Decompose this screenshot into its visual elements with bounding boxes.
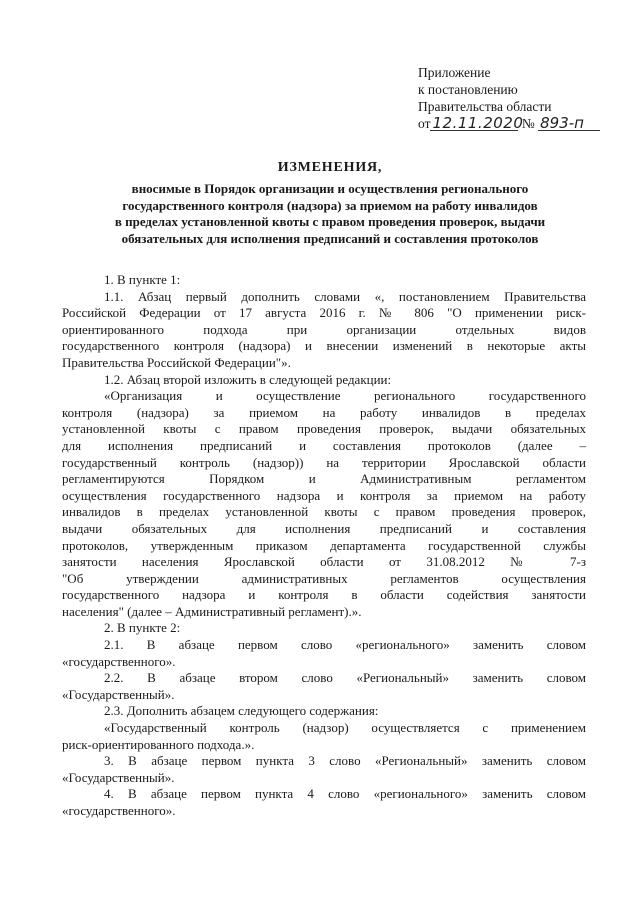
- paragraph-line: 2. В пункте 2:: [104, 620, 181, 636]
- paragraph: [62, 272, 586, 289]
- paragraph-line: 1.2. Абзац второй изложить в следующей редакции:: [104, 371, 392, 387]
- paragraph-line: 2.1. В абзаце первом слово «регионального» заменить словом: [104, 637, 586, 653]
- appendix-date-line: [418, 115, 618, 132]
- paragraph-line: занятости населения Ярославской области от 31.08.2012 № 7-з: [62, 554, 586, 570]
- document-body: [62, 272, 586, 820]
- paragraph-line: «Государственный контроль (надзор) осуществляется с применением: [104, 720, 586, 736]
- paragraph-line: Правительства Российской Федерации"».: [62, 354, 291, 370]
- appendix-line-2: к постановлению: [418, 82, 518, 97]
- paragraph-line: протоколов, утвержденным приказом департамента государственной службы: [62, 537, 586, 553]
- document-subtitle: [60, 181, 600, 247]
- handwritten-date: 12.11.2020: [432, 114, 524, 132]
- paragraph-line: государственный контроль (надзор)) на территории Ярославской области: [62, 454, 586, 470]
- paragraph: [62, 620, 586, 637]
- paragraph-line: «Организация и осуществление регионального государственного: [104, 388, 586, 404]
- from-label: от: [418, 116, 431, 131]
- subtitle-line: государственного контроля (надзора) за приемом на работу инвалидов: [122, 197, 538, 213]
- paragraph-line: «Государственный».: [62, 769, 175, 785]
- paragraph-line: контроля (надзора) за приемом на работу инвалидов в пределах: [62, 404, 586, 420]
- paragraph-line: населения" (далее – Административный регламент).».: [62, 603, 362, 619]
- appendix-block: [418, 64, 618, 132]
- paragraph-line: «государственного».: [62, 653, 176, 669]
- paragraph: [62, 372, 586, 389]
- paragraph: [62, 786, 586, 819]
- appendix-line-3: Правительства области: [418, 99, 552, 114]
- paragraph-line: 1. В пункте 1:: [104, 272, 181, 287]
- paragraph-line: Российской Федерации от 17 августа 2016 г. № 806 "О применении риск-: [62, 305, 586, 321]
- paragraph-line: 2.3. Дополнить абзацем следующего содержания:: [104, 703, 379, 719]
- paragraph-line: "Об утверждении административных регламентов осуществления: [62, 570, 586, 586]
- paragraph-line: инвалидов в пределах установленной квоты с правом проведения проверок,: [62, 504, 586, 520]
- paragraph: [62, 289, 586, 372]
- paragraph-line: 3. В абзаце первом пункта 3 слово «Региональный» заменить словом: [104, 753, 586, 769]
- subtitle-line: вносимые в Порядок организации и осуществления регионального: [131, 181, 529, 196]
- paragraph-line: 4. В абзаце первом пункта 4 слово «регионального» заменить словом: [104, 786, 586, 802]
- appendix-line-1: Приложение: [418, 65, 491, 80]
- paragraph-line: «государственного».: [62, 803, 176, 818]
- paragraph-line: установленной квоты с правом проведения проверок, выдачи обязательных: [62, 421, 586, 437]
- paragraph-line: регламентируются Порядком и Административным регламентом: [62, 471, 586, 487]
- paragraph: [62, 753, 586, 786]
- paragraph: [62, 637, 586, 670]
- paragraph-line: ориентированного подхода при организации отдельных видов: [62, 321, 586, 337]
- number-label: №: [521, 116, 535, 131]
- paragraph-line: для исполнения предписаний и составления протоколов (далее –: [62, 437, 586, 453]
- paragraph-line: «Государственный».: [62, 686, 175, 702]
- handwritten-number: 893-п: [538, 116, 600, 131]
- document-title: ИЗМЕНЕНИЯ,: [277, 160, 383, 175]
- paragraph-line: 1.1. Абзац первый дополнить словами «, постановлением Правительства: [104, 288, 586, 304]
- subtitle-line: в пределах установленной квоты с правом проведения проверок, выдачи: [114, 214, 546, 230]
- paragraph-line: 2.2. В абзаце втором слово «Региональный» заменить словом: [104, 670, 586, 686]
- subtitle-line: обязательных для исполнения предписаний и составления протоколов: [121, 230, 539, 246]
- paragraph-line: государственного контроля (надзора) и внесении изменений в некоторые акты: [62, 338, 586, 354]
- paragraph: [62, 703, 586, 720]
- paragraph: [62, 388, 586, 620]
- paragraph-line: осуществления государственного надзора и контроля за приемом на работу: [62, 487, 586, 503]
- paragraph: [62, 670, 586, 703]
- paragraph-line: выдачи обязательных для исполнения предписаний и составления: [62, 520, 586, 536]
- paragraph-line: государственного надзора и контроля в области содействия занятости: [62, 587, 586, 603]
- paragraph-line: риск-ориентированного подхода.».: [62, 736, 255, 752]
- paragraph: [62, 720, 586, 753]
